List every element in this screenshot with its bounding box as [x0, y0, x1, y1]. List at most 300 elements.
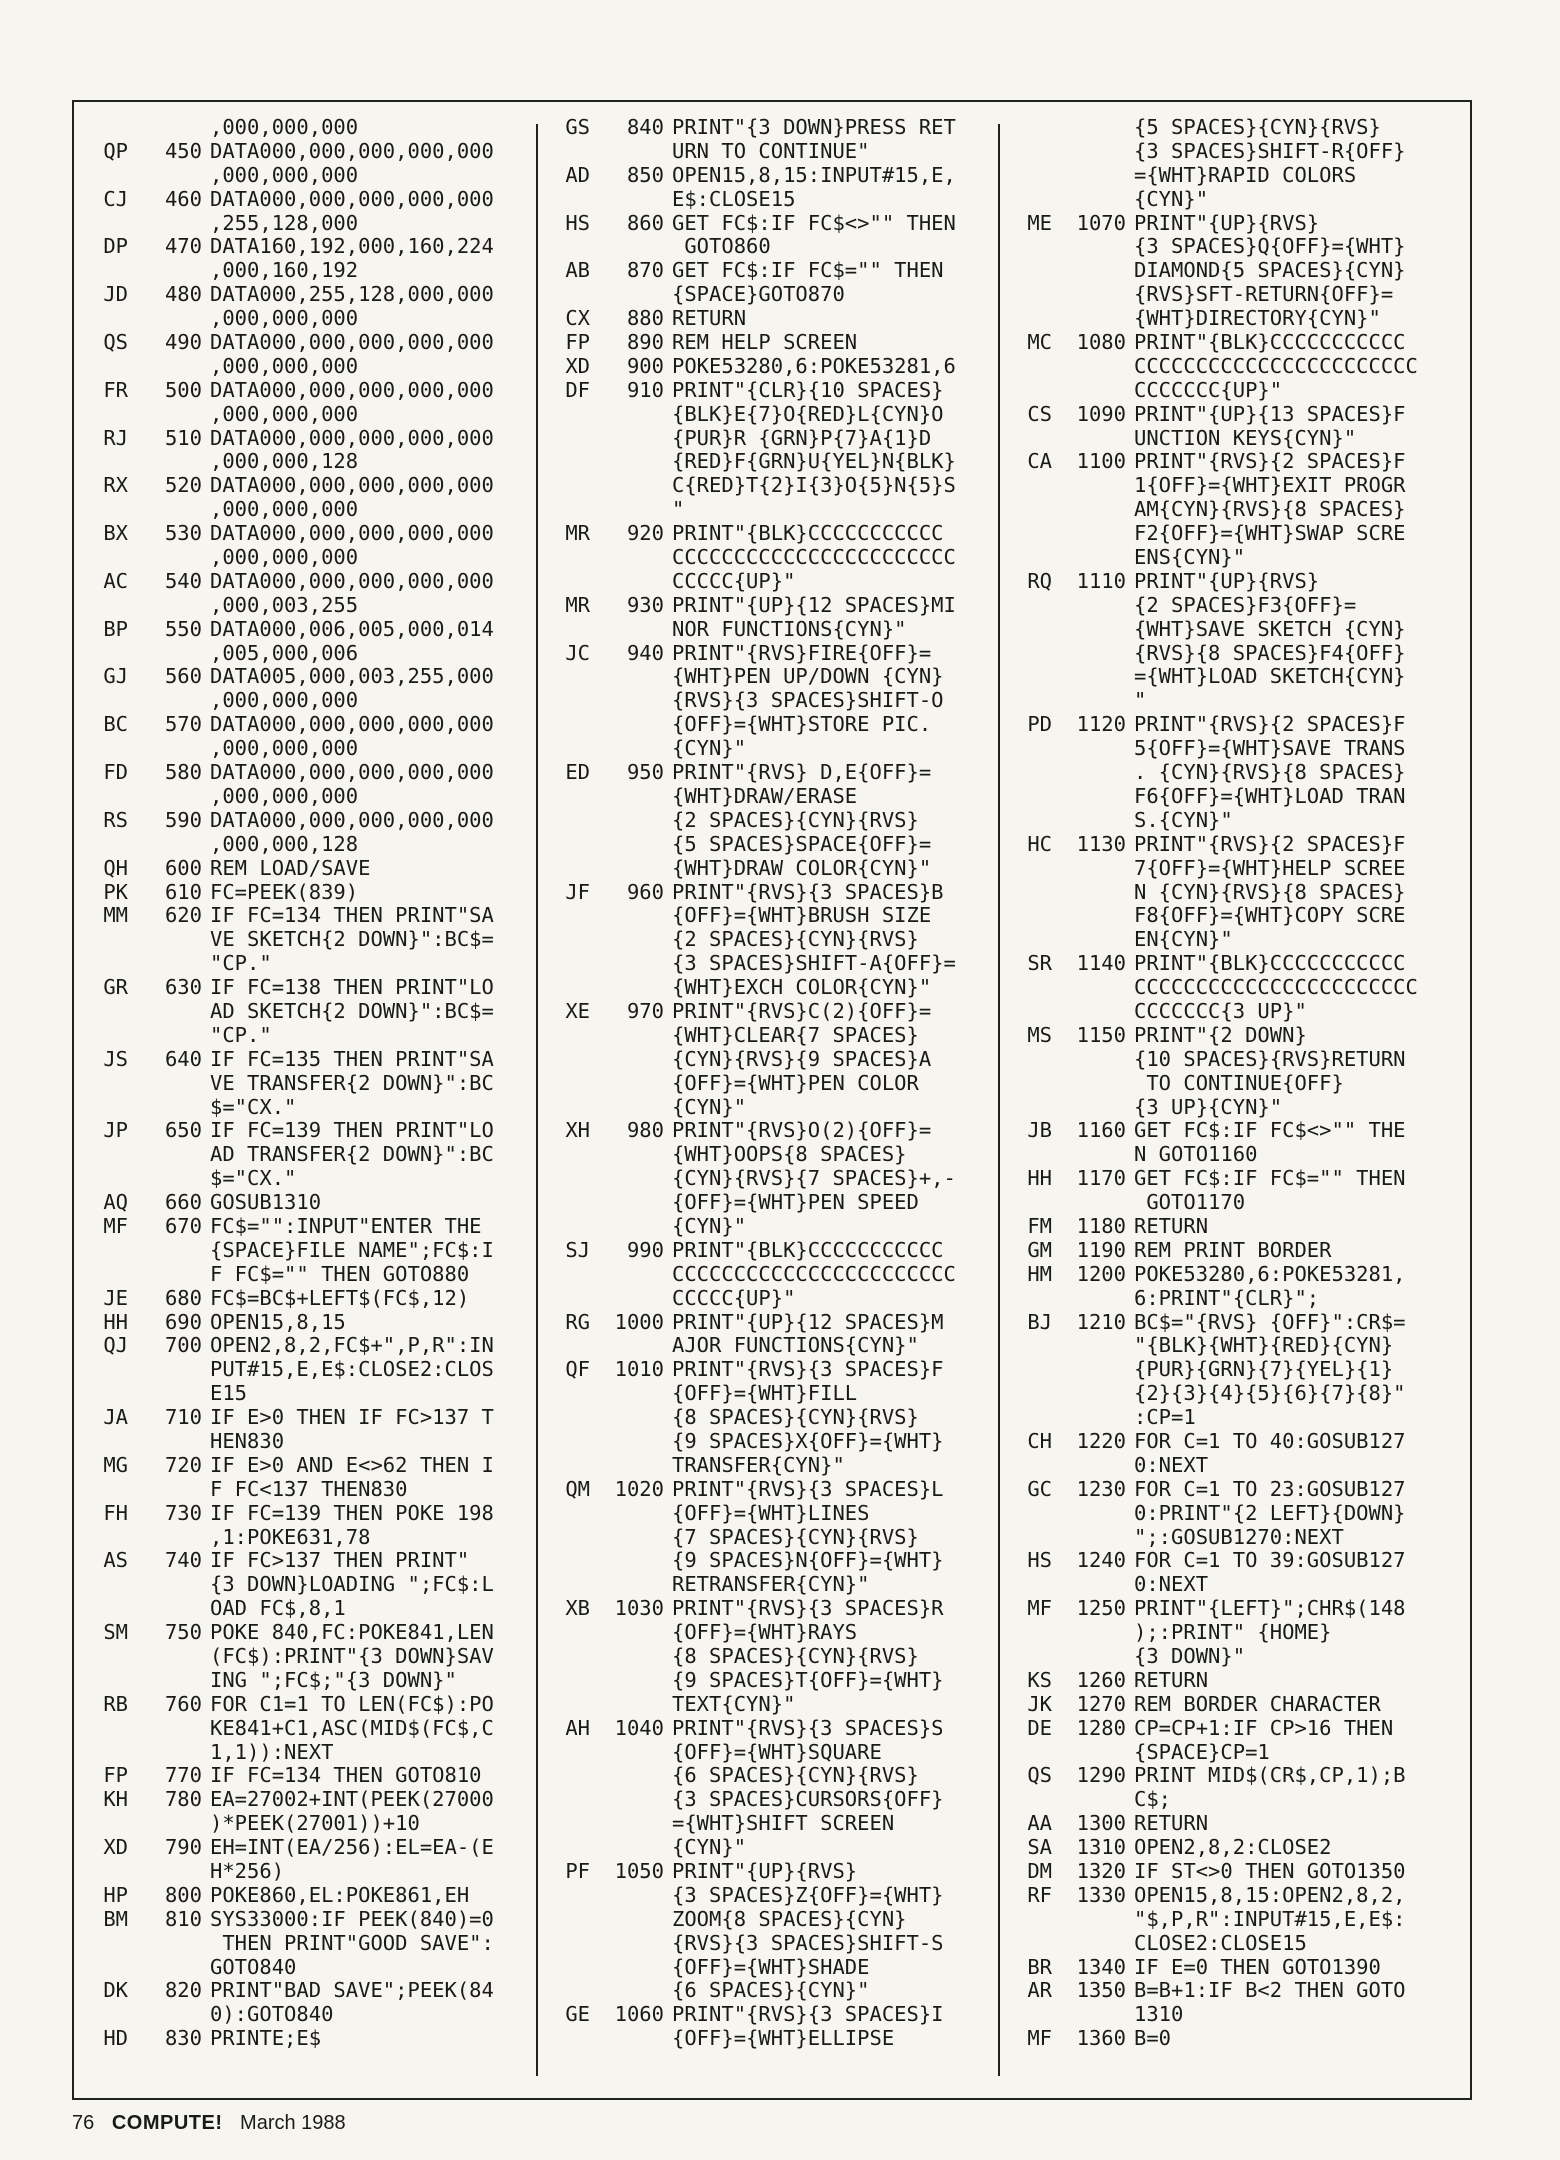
code-line: [1008, 1239, 1458, 1263]
code-text: PRINT"{UP}{RVS}: [672, 1859, 858, 1884]
code-line: [84, 1526, 534, 1550]
code-text: PRINT"{CLR}{10 SPACES}: [672, 377, 944, 402]
code-line: [1008, 785, 1458, 809]
line-number: 1090: [1076, 401, 1126, 426]
checksum-code: JK: [1027, 1691, 1052, 1716]
code-line: [84, 1502, 534, 1526]
code-line: [84, 1621, 534, 1645]
checksum-code: XE: [565, 998, 590, 1023]
code-line: [84, 546, 534, 570]
code-line: [84, 1812, 534, 1836]
code-text: {CYN}{RVS}{7 SPACES}+,-: [672, 1166, 956, 1191]
code-line: [84, 809, 534, 833]
checksum-code: SJ: [565, 1237, 590, 1262]
code-text: POKE 840,FC:POKE841,LEN: [210, 1620, 494, 1645]
code-text: PRINT"{BLK}CCCCCCCCCCC: [672, 1237, 944, 1262]
code-line: [84, 1263, 534, 1287]
code-line: [84, 1430, 534, 1454]
code-line: [1008, 952, 1458, 976]
line-number: 660: [164, 1190, 202, 1215]
code-line: [84, 1167, 534, 1191]
code-text: ={WHT}SHIFT SCREEN: [672, 1811, 895, 1836]
code-text: ,000,000,000: [210, 162, 359, 187]
line-number: 1210: [1076, 1309, 1126, 1334]
line-number: 730: [164, 1500, 202, 1525]
code-line: [1008, 1908, 1458, 1932]
code-text: EH=INT(EA/256):EL=EA-(E: [210, 1835, 494, 1860]
checksum-code: SA: [1027, 1835, 1052, 1860]
code-text: {7 SPACES}{CYN}{RVS}: [672, 1524, 919, 1549]
line-number: 620: [164, 903, 202, 928]
code-line: [546, 904, 996, 928]
code-line: [1008, 665, 1458, 689]
code-line: [84, 1000, 534, 1024]
code-text: {3 SPACES}Z{OFF}={WHT}: [672, 1882, 944, 1907]
code-line: [84, 498, 534, 522]
code-line: [1008, 618, 1458, 642]
line-number: 530: [164, 521, 202, 546]
code-line: [546, 1549, 996, 1573]
code-line: [546, 928, 996, 952]
checksum-code: QP: [103, 138, 128, 163]
code-line: [546, 1597, 996, 1621]
code-line: [546, 1382, 996, 1406]
code-line: [546, 1430, 996, 1454]
code-line: [84, 1191, 534, 1215]
line-number: 630: [164, 975, 202, 1000]
code-text: {CYN}": [1134, 186, 1209, 211]
code-line: [84, 1311, 534, 1335]
code-text: FOR C=1 TO 23:GOSUB127: [1134, 1476, 1406, 1501]
checksum-code: HD: [103, 2026, 128, 2051]
page-number: 76: [72, 2112, 95, 2134]
checksum-code: XD: [565, 353, 590, 378]
code-text: DATA000,000,000,000,000: [210, 377, 494, 402]
code-line: [546, 1287, 996, 1311]
code-text: {OFF}={WHT}PEN SPEED: [672, 1190, 919, 1215]
line-number: 570: [164, 712, 202, 737]
line-number: 1160: [1076, 1118, 1126, 1143]
code-text: {5 SPACES}SPACE{OFF}=: [672, 831, 932, 856]
code-line: [1008, 331, 1458, 355]
code-line: [84, 1956, 534, 1980]
code-line: [546, 1860, 996, 1884]
code-line: [84, 857, 534, 881]
code-text: POKE53280,6:POKE53281,6: [672, 353, 956, 378]
code-text: POKE860,EL:POKE861,EH: [210, 1882, 470, 1907]
code-line: [1008, 1215, 1458, 1239]
code-line: [1008, 1979, 1458, 2003]
code-text: DATA000,000,000,000,000: [210, 712, 494, 737]
line-number: 1360: [1076, 2026, 1126, 2051]
code-text: {WHT}SAVE SKETCH {CYN}: [1134, 616, 1406, 641]
code-text: {OFF}={WHT}SQUARE: [672, 1739, 882, 1764]
code-text: HEN830: [210, 1428, 285, 1453]
listing-column-1: [84, 116, 534, 2096]
line-number: 710: [164, 1405, 202, 1430]
code-line: [1008, 450, 1458, 474]
code-line: [546, 522, 996, 546]
code-line: [546, 952, 996, 976]
code-text: {10 SPACES}{RVS}RETURN: [1134, 1046, 1406, 1071]
code-text: {OFF}={WHT}BRUSH SIZE: [672, 903, 932, 928]
checksum-code: QS: [103, 330, 128, 355]
code-text: {SPACE}FILE NAME";FC$:I: [210, 1237, 494, 1262]
code-text: $="CX.": [210, 1166, 297, 1191]
checksum-code: GE: [565, 2002, 590, 2027]
line-number: 870: [626, 258, 664, 283]
code-line: [84, 1406, 534, 1430]
code-line: [1008, 713, 1458, 737]
line-number: 820: [164, 1978, 202, 2003]
code-line: [546, 713, 996, 737]
code-line: [1008, 188, 1458, 212]
code-text: PRINT"{LEFT}";CHR$(148: [1134, 1596, 1406, 1621]
checksum-code: FP: [565, 330, 590, 355]
listing-column-3: [1008, 116, 1458, 2096]
checksum-code: GS: [565, 116, 590, 139]
line-number: 700: [164, 1333, 202, 1358]
line-number: 1190: [1076, 1237, 1126, 1262]
code-text: PRINT"{2 DOWN}: [1134, 1022, 1307, 1047]
line-number: 1070: [1076, 210, 1126, 235]
code-line: [546, 1741, 996, 1765]
line-number: 580: [164, 760, 202, 785]
code-line: [546, 140, 996, 164]
code-text: {3 SPACES}SHIFT-R{OFF}: [1134, 138, 1406, 163]
line-number: 600: [164, 855, 202, 880]
code-text: {RVS}{3 SPACES}SHIFT-O: [672, 688, 944, 713]
code-line: [546, 857, 996, 881]
code-text: ,000,000,000: [210, 688, 359, 713]
code-text: DATA005,000,003,255,000: [210, 664, 494, 689]
line-number: 890: [626, 330, 664, 355]
code-line: [84, 1597, 534, 1621]
checksum-code: RB: [103, 1691, 128, 1716]
code-text: BC$="{RVS} {OFF}":CR$=: [1134, 1309, 1406, 1334]
code-line: [546, 307, 996, 331]
code-text: {9 SPACES}X{OFF}={WHT}: [672, 1428, 944, 1453]
line-number: 990: [626, 1237, 664, 1262]
code-line: [1008, 2003, 1458, 2027]
checksum-code: GR: [103, 975, 128, 1000]
line-number: 1030: [614, 1596, 664, 1621]
code-line: [1008, 1119, 1458, 1143]
code-line: [84, 1048, 534, 1072]
checksum-code: HM: [1027, 1261, 1052, 1286]
code-text: N GOTO1160: [1134, 1142, 1258, 1167]
code-text: REM HELP SCREEN: [672, 330, 858, 355]
code-text: CP=CP+1:IF CP>16 THEN: [1134, 1715, 1394, 1740]
code-line: [84, 1239, 534, 1263]
code-line: [546, 881, 996, 905]
code-text: E15: [210, 1381, 248, 1406]
code-text: REM PRINT BORDER: [1134, 1237, 1332, 1262]
code-text: )*PEEK(27001))+10: [210, 1811, 420, 1836]
line-number: 770: [164, 1763, 202, 1788]
code-line: [546, 1048, 996, 1072]
code-text: CCCCC{UP}": [672, 568, 796, 593]
code-text: {CYN}": [672, 1835, 747, 1860]
checksum-code: SM: [103, 1620, 128, 1645]
code-line: [84, 1024, 534, 1048]
line-number: 1130: [1076, 831, 1126, 856]
line-number: 940: [626, 640, 664, 665]
code-line: [84, 1454, 534, 1478]
code-text: 7{OFF}={WHT}HELP SCREE: [1134, 855, 1406, 880]
code-text: ,000,000,000: [210, 306, 359, 331]
code-text: PRINT"{UP}{12 SPACES}M: [672, 1309, 944, 1334]
code-text: PRINT"{UP}{13 SPACES}F: [1134, 401, 1406, 426]
code-line: [546, 1311, 996, 1335]
checksum-code: XB: [565, 1596, 590, 1621]
code-line: [1008, 1406, 1458, 1430]
code-line: [1008, 1621, 1458, 1645]
code-line: [546, 1263, 996, 1287]
code-text: FOR C1=1 TO LEN(FC$):PO: [210, 1691, 494, 1716]
code-line: [546, 665, 996, 689]
code-line: [546, 809, 996, 833]
line-number: 850: [626, 162, 664, 187]
code-line: [84, 1382, 534, 1406]
code-line: [84, 570, 534, 594]
checksum-code: DK: [103, 1978, 128, 2003]
code-text: 5{OFF}={WHT}SAVE TRANS: [1134, 736, 1406, 761]
checksum-code: BC: [103, 712, 128, 737]
checksum-code: JP: [103, 1118, 128, 1143]
code-text: CCCCCCCCCCCCCCCCCCCCCCC: [672, 545, 956, 570]
code-text: 1{OFF}={WHT}EXIT PROGR: [1134, 473, 1406, 498]
code-text: CCCCCCC{3 UP}": [1134, 998, 1307, 1023]
code-line: [1008, 283, 1458, 307]
code-line: [84, 403, 534, 427]
checksum-code: FP: [103, 1763, 128, 1788]
code-line: [1008, 1311, 1458, 1335]
code-text: 0:NEXT: [1134, 1572, 1209, 1597]
code-text: FOR C=1 TO 40:GOSUB127: [1134, 1428, 1406, 1453]
code-text: IF FC=139 THEN PRINT"LO: [210, 1118, 494, 1143]
checksum-code: MF: [1027, 2026, 1052, 2051]
code-line: [84, 1478, 534, 1502]
code-text: {WHT}CLEAR{7 SPACES}: [672, 1022, 919, 1047]
code-line: [1008, 1693, 1458, 1717]
code-text: IF FC=135 THEN PRINT"SA: [210, 1046, 494, 1071]
line-number: 1310: [1076, 1835, 1126, 1860]
code-text: GET FC$:IF FC$<>"" THE: [1134, 1118, 1406, 1143]
code-text: C$;: [1134, 1787, 1172, 1812]
code-line: [1008, 546, 1458, 570]
code-line: [1008, 522, 1458, 546]
code-line: [1008, 1024, 1458, 1048]
code-line: [546, 116, 996, 140]
code-text: {RVS}{8 SPACES}F4{OFF}: [1134, 640, 1406, 665]
code-line: [546, 1072, 996, 1096]
code-text: ENS{CYN}": [1134, 545, 1246, 570]
code-line: [546, 1645, 996, 1669]
code-text: CCCCC{UP}": [672, 1285, 796, 1310]
code-line: [1008, 212, 1458, 236]
code-text: PRINT"{RVS}{3 SPACES}L: [672, 1476, 944, 1501]
line-number: 1000: [614, 1309, 664, 1334]
code-text: EN{CYN}": [1134, 927, 1233, 952]
code-text: {WHT}DRAW/ERASE: [672, 783, 858, 808]
checksum-code: AQ: [103, 1190, 128, 1215]
code-line: [546, 1191, 996, 1215]
code-line: [546, 1526, 996, 1550]
code-line: [1008, 1263, 1458, 1287]
code-line: [1008, 1287, 1458, 1311]
code-line: [1008, 307, 1458, 331]
checksum-code: QF: [565, 1357, 590, 1382]
code-line: [1008, 1860, 1458, 1884]
code-text: {2 SPACES}{CYN}{RVS}: [672, 807, 919, 832]
code-text: AD TRANSFER{2 DOWN}":BC: [210, 1142, 494, 1167]
code-text: IF ST<>0 THEN GOTO1350: [1134, 1859, 1406, 1884]
code-line: [84, 1358, 534, 1382]
code-line: [84, 881, 534, 905]
code-line: [84, 1669, 534, 1693]
code-line: [546, 1956, 996, 1980]
code-line: [84, 164, 534, 188]
line-number: 880: [626, 306, 664, 331]
code-text: 6:PRINT"{CLR}";: [1134, 1285, 1320, 1310]
checksum-code: QS: [1027, 1763, 1052, 1788]
code-text: FC$=BC$+LEFT$(FC$,12): [210, 1285, 470, 1310]
code-line: [84, 1119, 534, 1143]
code-line: [546, 976, 996, 1000]
line-number: 800: [164, 1882, 202, 1907]
code-text: SYS33000:IF PEEK(840)=0: [210, 1906, 494, 1931]
code-line: [84, 379, 534, 403]
code-line: [1008, 737, 1458, 761]
code-line: [84, 331, 534, 355]
code-text: IF FC>137 THEN PRINT": [210, 1548, 470, 1573]
code-text: ,000,000,000: [210, 736, 359, 761]
code-line: [84, 1884, 534, 1908]
checksum-code: AS: [103, 1548, 128, 1573]
code-text: GET FC$:IF FC$="" THEN: [672, 258, 944, 283]
code-line: [84, 1215, 534, 1239]
code-text: CLOSE2:CLOSE15: [1134, 1930, 1307, 1955]
checksum-code: MF: [103, 1213, 128, 1238]
code-line: [1008, 928, 1458, 952]
code-text: {OFF}={WHT}STORE PIC.: [672, 712, 932, 737]
code-text: ,000,000,000: [210, 545, 359, 570]
code-line: [546, 474, 996, 498]
code-text: {RED}F{GRN}U{YEL}N{BLK}: [672, 449, 956, 474]
checksum-code: PK: [103, 879, 128, 904]
code-line: [546, 1932, 996, 1956]
code-text: DATA000,000,000,000,000: [210, 760, 494, 785]
code-text: AD SKETCH{2 DOWN}":BC$=: [210, 998, 494, 1023]
code-text: $="CX.": [210, 1094, 297, 1119]
code-text: {WHT}EXCH COLOR{CYN}": [672, 975, 932, 1000]
code-line: [546, 642, 996, 666]
code-line: [84, 474, 534, 498]
line-number: 1150: [1076, 1022, 1126, 1047]
line-number: 1050: [614, 1859, 664, 1884]
code-text: DATA000,000,000,000,000: [210, 330, 494, 355]
code-line: [1008, 1048, 1458, 1072]
code-line: [84, 785, 534, 809]
code-line: [1008, 498, 1458, 522]
code-text: PRINT"{BLK}CCCCCCCCCCC: [1134, 951, 1406, 976]
code-text: PRINT"{RVS}{3 SPACES}R: [672, 1596, 944, 1621]
code-line: [546, 1024, 996, 1048]
code-line: [546, 1669, 996, 1693]
column-divider: [998, 124, 1000, 2076]
code-line: [1008, 689, 1458, 713]
code-line: [546, 427, 996, 451]
checksum-code: CA: [1027, 449, 1052, 474]
code-text: {3 SPACES}CURSORS{OFF}: [672, 1787, 944, 1812]
checksum-code: RS: [103, 807, 128, 832]
code-text: ,255,128,000: [210, 210, 359, 235]
checksum-code: QM: [565, 1476, 590, 1501]
code-line: [84, 1908, 534, 1932]
line-number: 1170: [1076, 1166, 1126, 1191]
code-text: GOTO840: [210, 1954, 297, 1979]
code-text: PRINT"{RVS}{2 SPACES}F: [1134, 449, 1406, 474]
line-number: 1230: [1076, 1476, 1126, 1501]
code-line: [546, 546, 996, 570]
code-line: [546, 1812, 996, 1836]
line-number: 520: [164, 473, 202, 498]
code-line: [546, 1884, 996, 1908]
code-text: N {CYN}{RVS}{8 SPACES}: [1134, 879, 1406, 904]
code-text: {3 DOWN}LOADING ";FC$:L: [210, 1572, 494, 1597]
checksum-code: CH: [1027, 1428, 1052, 1453]
code-line: [1008, 761, 1458, 785]
code-text: ,005,000,006: [210, 640, 359, 665]
code-line: [546, 403, 996, 427]
line-number: 550: [164, 616, 202, 641]
code-line: [84, 1788, 534, 1812]
code-line: [1008, 904, 1458, 928]
line-number: 460: [164, 186, 202, 211]
line-number: 960: [626, 879, 664, 904]
code-text: 0:PRINT"{2 LEFT}{DOWN}: [1134, 1500, 1406, 1525]
code-text: ING ";FC$;"{3 DOWN}": [210, 1667, 457, 1692]
listing-column-2: [546, 116, 996, 2096]
code-line: [84, 952, 534, 976]
code-line: [84, 1096, 534, 1120]
checksum-code: DP: [103, 234, 128, 259]
code-text: PRINTE;E$: [210, 2026, 322, 2051]
code-line: [1008, 833, 1458, 857]
code-line: [546, 1836, 996, 1860]
code-text: URN TO CONTINUE": [672, 138, 870, 163]
code-line: [546, 1788, 996, 1812]
line-number: 640: [164, 1046, 202, 1071]
checksum-code: CS: [1027, 401, 1052, 426]
code-line: [546, 1358, 996, 1382]
code-line: [546, 618, 996, 642]
line-number: 510: [164, 425, 202, 450]
code-text: OPEN15,8,15:INPUT#15,E,: [672, 162, 956, 187]
checksum-code: JD: [103, 282, 128, 307]
code-line: [1008, 1358, 1458, 1382]
code-line: [84, 1645, 534, 1669]
code-line: [1008, 1096, 1458, 1120]
code-text: RETURN: [1134, 1213, 1209, 1238]
code-line: [84, 1932, 534, 1956]
code-line: [546, 355, 996, 379]
checksum-code: BM: [103, 1906, 128, 1931]
line-number: 1080: [1076, 330, 1126, 355]
code-line: [546, 1764, 996, 1788]
code-text: B=0: [1134, 2026, 1172, 2051]
